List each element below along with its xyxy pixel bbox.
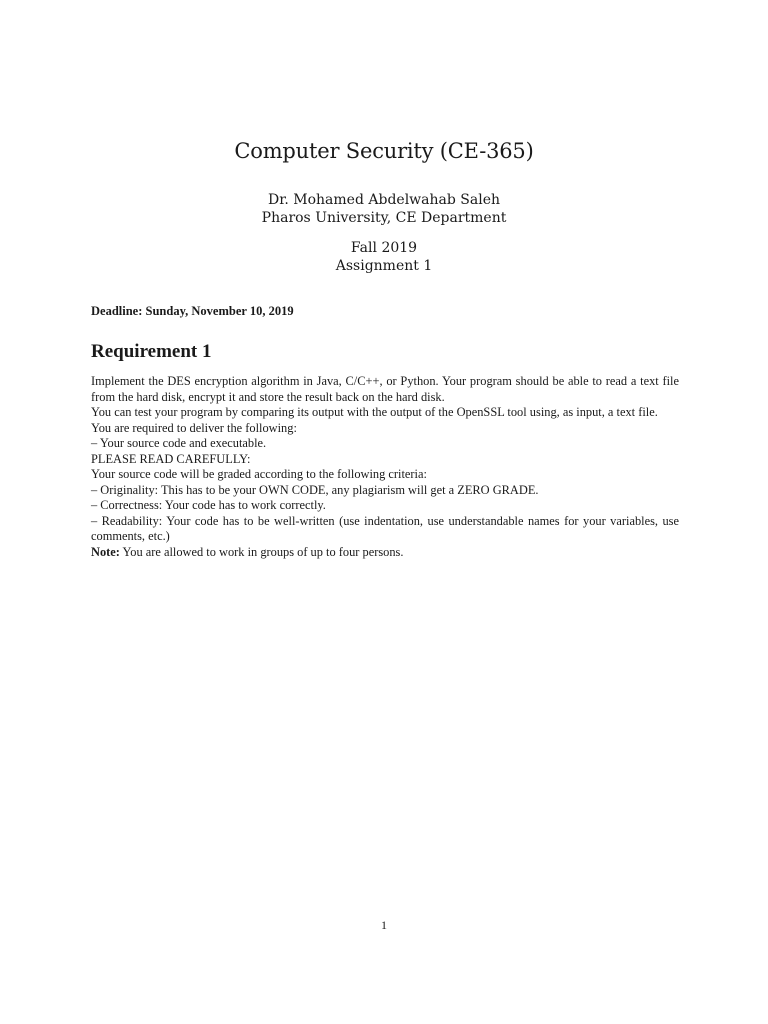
body-paragraph: – Your source code and executable. — [91, 436, 267, 450]
body-paragraph: You are required to deliver the following: — [91, 420, 297, 435]
section-heading: Requirement 1 — [91, 341, 212, 362]
body-paragraph: Your source code will be graded according to the following criteria: — [91, 467, 427, 481]
body-paragraph: – Originality: This has to be your OWN CODE, any plagiarism will get a ZERO GRADE. — [91, 482, 539, 497]
note-label: Note: — [91, 544, 120, 559]
body-paragraph: – Readability: Your code has to be well-written (use indentation, use understandable names for your variables, use comments, etc.) — [91, 513, 679, 543]
document-title: Computer Security (CE-365) — [234, 139, 534, 163]
section-body — [91, 374, 679, 560]
body-paragraph: PLEASE READ CAREFULLY: — [91, 451, 251, 466]
body-paragraph: You can test your program by comparing its output with the output of the OpenSSL tool using, as input, a text file. — [91, 405, 658, 419]
author-affiliation: Pharos University, CE Department — [261, 210, 507, 226]
note-text: You are allowed to work in groups of up to four persons. — [119, 544, 404, 559]
author-block — [0, 191, 768, 227]
page-number: 1 — [381, 918, 387, 932]
deadline: Deadline: Sunday, November 10, 2019 — [91, 304, 294, 318]
note-paragraph — [91, 545, 679, 561]
body-paragraph: Implement the DES encryption algorithm in Java, C/C++, or Python. Your program should be able to read a text file from the hard disk, encrypt it and store the result back on the hard disk. — [91, 374, 679, 404]
author-name: Dr. Mohamed Abdelwahab Saleh — [268, 192, 500, 208]
assignment-label: Assignment 1 — [335, 258, 433, 274]
term: Fall 2019 — [350, 240, 418, 256]
body-paragraph: – Correctness: Your code has to work correctly. — [91, 498, 326, 512]
date-block — [0, 239, 768, 275]
